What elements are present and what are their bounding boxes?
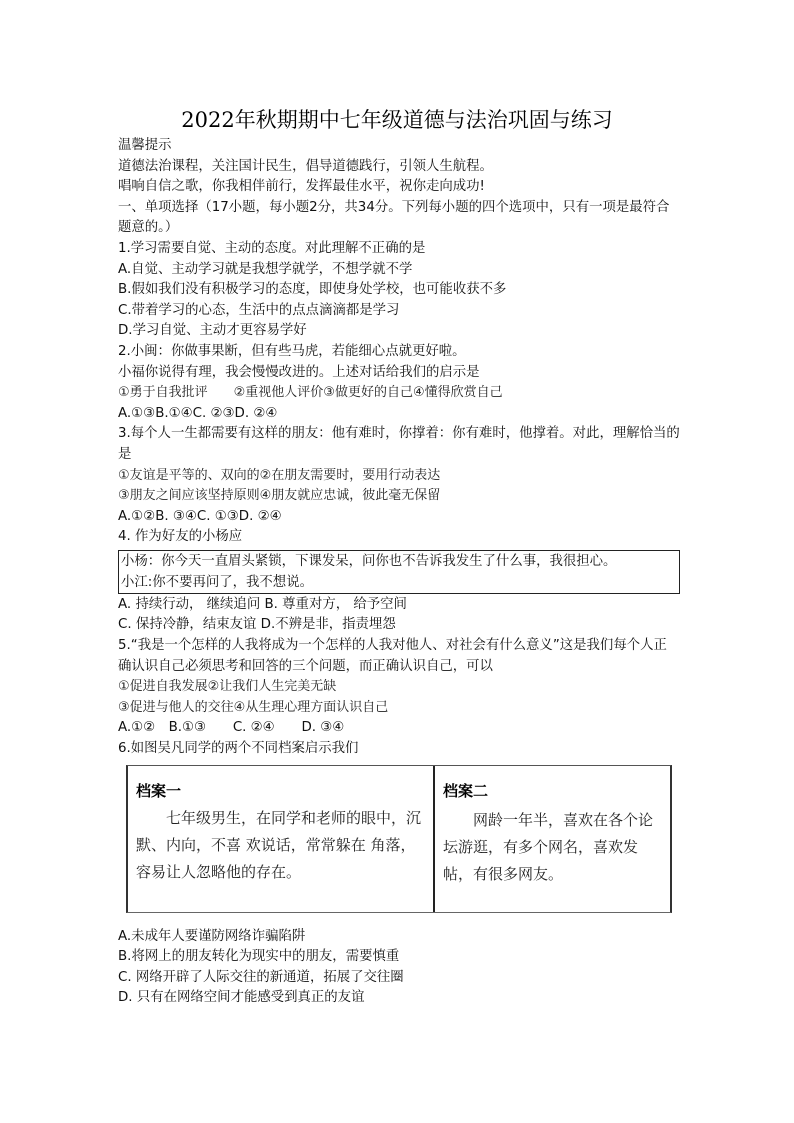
q5-items: ①促进自我发展②让我们人生完美无缺 [118,679,337,695]
q3-items: ③朋友之间应该坚持原则④朋友就应忠诚，彼此毫无保留 [118,488,441,504]
q3-items: ①友谊是平等的、双向的②在朋友需要时，要用行动表达 [118,467,441,483]
intro-line: 道德法治课程，关注国计民生，倡导道德践行，引领人生航程。 [118,158,493,174]
q6-option-a: A.未成年人要谨防网络诈骗陷阱 [118,928,306,944]
q5-stem: 5.“我是一个怎样的人我将成为一个怎样的人我对他人、对社会有什么意义”这是我们每个人正确认识自己必须思考和回答的三个问题，而正确认识自己，可以 [118,638,667,674]
profile-card-two [433,766,670,912]
page-title: 2022年秋期期中七年级道德与法治巩固与练习 [181,108,613,132]
q6-option-b: B.将网上的朋友转化为现实中的朋友，需要慎重 [118,949,400,965]
q2-stem: 2.小闽：你做事果断，但有些马虎，若能细心点就更好啦。 [118,343,466,359]
q4-dialog-line: 小江:你不要再问了，我不想说。 [121,574,313,590]
profile-card-one [128,766,430,912]
q4-options: A. 持续行动， 继续追问 B. 尊重对方， 给予空间 [118,596,407,612]
profile-one-text: 七年级男生，在同学和老师的眼中，沉默、内向，不喜 欢说话，常常躲在 角落，容易让人忽略他的存在。 [136,808,422,881]
exam-content [118,136,680,1009]
q5-options: A.①② B.①③ C. ②④ D. ③④ [118,720,345,736]
profile-one-title: 档案一 [136,781,182,800]
q4-options: C. 保持冷静，结束友谊 D.不辨是非，指责埋怨 [118,617,396,633]
q1-option-a: A.自觉、主动学习就是我想学就学，不想学就不学 [118,261,413,277]
q3-options: A.①②B. ③④C. ①③D. ②④ [118,508,282,524]
q2-items: ①勇于自我批评 ②重视他人评价③做更好的自己④懂得欣赏自己 [118,385,503,401]
intro-line: 唱响自信之歌，你我相伴前行，发挥最佳水平，祝你走向成功! [118,179,485,195]
profile-two-title: 档案二 [443,781,489,800]
q4-dialog-line: 小杨：你今天一直眉头紧锁，下课发呆，问你也不告诉我发生了什么事，我很担心。 [121,553,617,569]
intro-heading: 温馨提示 [118,138,172,153]
q1-option-c: C.带着学习的心态，生活中的点点滴滴都是学习 [118,302,400,318]
q1-option-b: B.假如我们没有积极学习的态度，即使身处学校，也可能收获不多 [118,282,507,298]
q6-stem: 6.如图吴凡同学的两个不同档案启示我们 [118,741,359,757]
q3-stem: 3.每个人一生都需要有这样的朋友：他有难时，你撑着：你有难时，他撑着。对此，理解恰当的是 [118,426,680,462]
profile-figure [126,765,672,913]
q1-option-d: D.学习自觉、主动才更容易学好 [118,323,307,339]
q1-stem: 1.学习需要自觉、主动的态度。对此理解不正确的是 [118,240,426,256]
q6-option-c: C. 网络开辟了人际交往的新通道，拓展了交往圈 [118,969,404,985]
q2-options: A.①③B.①④C. ②③D. ②④ [118,405,278,421]
q4-stem: 4. 作为好友的小杨应 [118,529,243,545]
q6-option-d: D. 只有在网络空间才能感受到真正的友谊 [118,990,365,1006]
q4-dialog-box [118,550,680,594]
q5-items: ③促进与他人的交往④从生理心理方面认识自己 [118,699,389,715]
profile-two-text: 网龄一年半，喜欢在各个论坛游逛，有多个网名，喜欢发帖，有很多网友。 [443,810,654,883]
section-heading: 一、单项选择（17小题，每小题2分，共34分。下列每小题的四个选项中，只有一项是最符合题意的。） [118,199,670,236]
q2-stem: 小福你说得有理，我会慢慢改进的。上述对话给我们的启示是 [118,364,480,380]
